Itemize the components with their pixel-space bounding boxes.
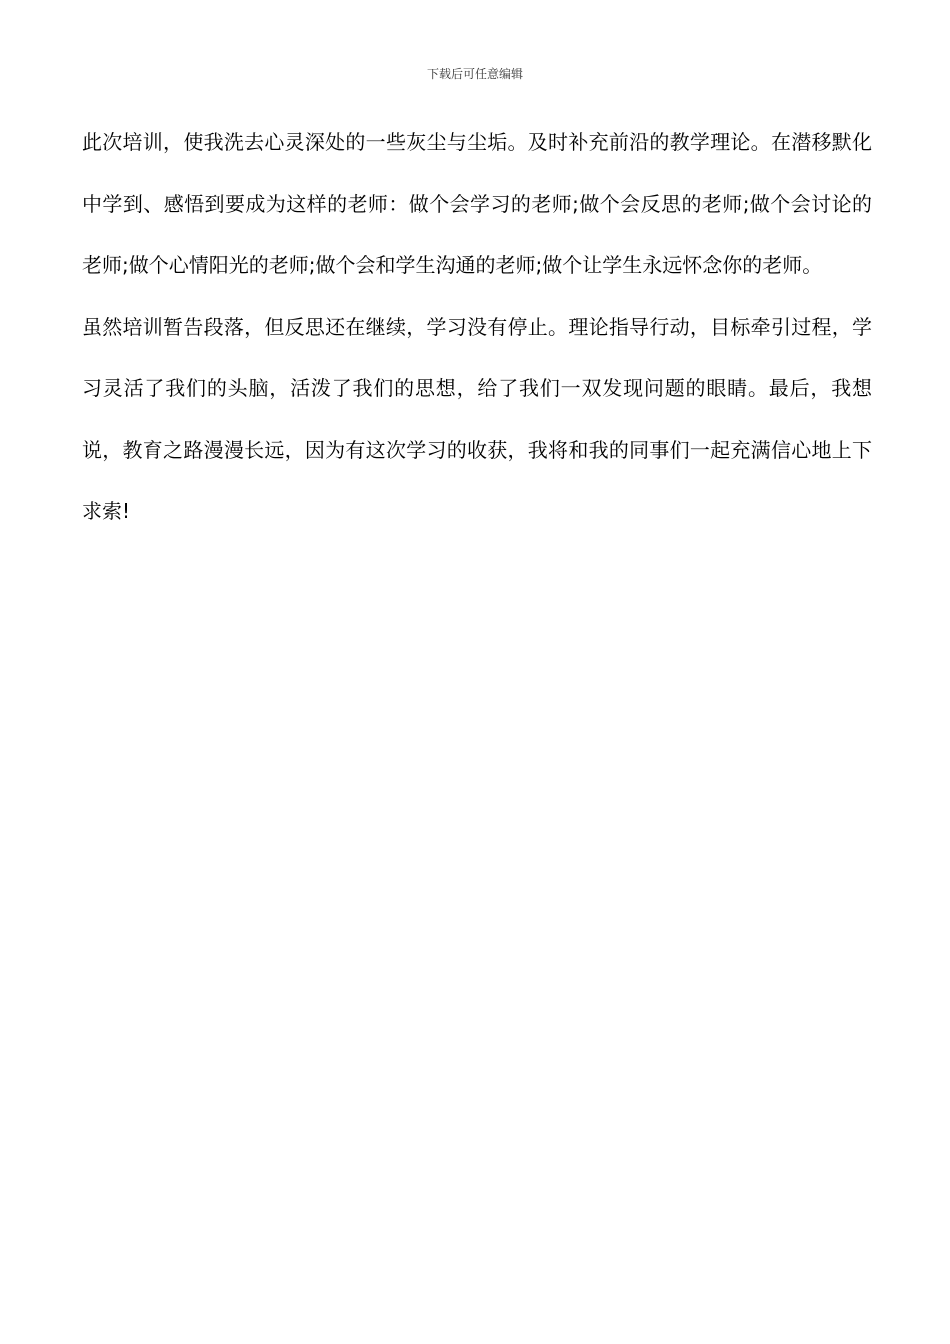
- document-body: [82, 112, 872, 543]
- page-header: 下载后可任意编辑: [426, 67, 523, 81]
- paragraph-2: 虽然培训暂告段落，但反思还在继续，学习没有停止。理论指导行动，目标牵引过程，学习灵活了我们的头脑，活泼了我们的思想，给了我们一双发现问题的眼睛。最后，我想说，教育之路漫漫长远，因为有这次学习的收获，我将和我的同事们一起充满信心地上下求索!: [82, 314, 872, 523]
- paragraph-1: 此次培训，使我洗去心灵深处的一些灰尘与尘垢。及时补充前沿的教学理论。在潜移默化中学到、感悟到要成为这样的老师：做个会学习的老师;做个会反思的老师;做个会讨论的老师;做个心情阳光的老师;做个会和学生沟通的老师;做个让学生永远怀念你的老师。: [82, 130, 872, 277]
